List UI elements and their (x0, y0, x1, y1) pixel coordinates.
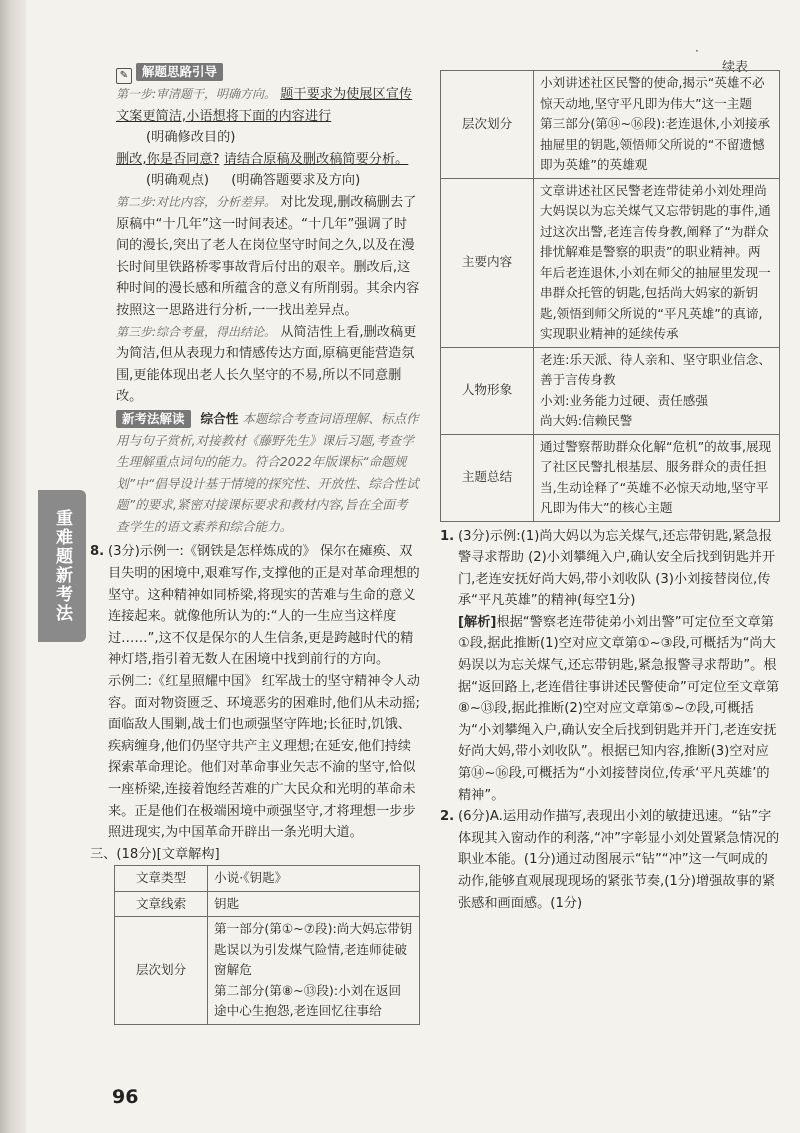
step1-note3: (明确答题要求及方向) (231, 173, 361, 189)
guide-heading (116, 62, 420, 84)
character-xiao-liu: 小刘:业务能力过硬、责任感强 (540, 392, 708, 408)
part2: 第二部分(第⑧~⑬段):小刘在返回途中心生抱怨,老连回忆往事给 (214, 982, 402, 1019)
q8-example2: 示例二:《红星照耀中国》 红军战士的坚守精神令人动容。面对物资匮乏、环境恶劣的困难时,他们从未动摇;面临敌人围剿,战士们也顽强坚守阵地;长征时,饥饿、疾病缠身,他们仍坚守共产主义理想;在延安,他们持续探索革命理论。他们对革命事业矢志不渝的坚守,恰似一座桥梁,连接着饱经苦难的广大民众和光明的革命未来。正是他们在极端困境中顽强坚守,才将理想一步步照进现实,为中国革命开辟出一条光明大道。 (108, 674, 420, 841)
part3: 第三部分(第⑭~⑯段):老连退休,小刘接承抽屉里的钥匙,领悟师父所说的“不留遗憾即为英雄”的英雄观 (540, 116, 771, 172)
guide-badge: 解题思路引导 (136, 63, 223, 81)
new-method-text: 本题综合考查词语理解、标点作用与句子赏析,对接教材《藤野先生》课后习题,考查学生理解重点词句的能力。符合2022年版课标“命题规划”中“倡导设计基于情境的探究性、开放性、综合性试题”的要求,紧密对接课标要求和教材内容,旨在全面考查学生的语文素养和综合能力。 (116, 410, 419, 534)
q2-number: 2. (440, 809, 455, 825)
q1-body (458, 526, 780, 807)
table-row (441, 434, 780, 521)
table-label: 主要内容 (441, 178, 534, 347)
q1-number: 1. (440, 528, 455, 544)
part2-cont: 小刘讲述社区民警的使命,揭示“英雄不必惊天动地,坚守平凡即为伟大”这一主题 (540, 75, 765, 111)
table-value (534, 71, 780, 179)
table-value: 通过警察帮助群众化解“危机”的故事,展现了社区民警扎根基层、服务群众的责任担当,生动诠释了“英雄不必惊天动地,坚守平凡即为伟大”的核心主题 (534, 434, 780, 521)
analysis-text: 根据“警察老连带徒弟小刘出警”可定位至文章第①段,据此推断(1)空对应文章第①~③段,可概括为“尚大妈误以为忘关煤气,还忘带钥匙,紧急报警寻求帮助”。根据“返回路上,老连借往事讲述民警使命”可定位至文章第⑧~⑬段,据此推断(2)空对应文章第⑤~⑦段,可概括为“小刘攀绳入户,确认安全后找到钥匙并开门,老连安抚好尚大妈,带小刘收队”。根据已知内容,推断(3)空对应第⑭~⑯段,可概括为“小刘接替岗位,传承‘平凡英雄’的精神”。 (458, 614, 780, 803)
table-row (441, 71, 780, 179)
structure-table-right (440, 70, 780, 522)
guide-icon: ✎ (116, 68, 132, 84)
running-head: 续表 (722, 60, 749, 75)
table-label: 文章类型 (115, 866, 208, 892)
left-column (90, 62, 420, 1025)
page-number: 96 (112, 1086, 139, 1108)
table-label: 主题总结 (441, 434, 534, 521)
q1-answer: (3分)示例:(1)尚大妈以为忘关煤气,还忘带钥匙,紧急报警寻求帮助 (2)小刘攀绳入户,确认安全后找到钥匙并开门,老连安抚好尚大妈,带小刘收队 (3)小刘接替岗位,传承“平凡英雄”的精神(每空1分) (458, 528, 776, 609)
table-value: 文章讲述社区民警老连带徒弟小刘处理尚大妈误以为忘关煤气又忘带钥匙的事件,通过这次出警,老连言传身教,阐释了“为群众排忧解难是警察的职责”的职业精神。两年后老连退休,小刘在师父的抽屉里发现一串群众托管的钥匙,包括尚大妈家的新钥匙,领悟到师父所说的“平凡英雄”的真谛,实现职业精神的延续传承 (534, 178, 780, 347)
table-row (115, 891, 420, 917)
table-row (115, 917, 420, 1025)
page-gutter-shadow (0, 0, 26, 1133)
step3-head: 第三步:综合考量，得出结论。 (116, 324, 277, 339)
new-method-badge: 新考法解读 (116, 410, 191, 428)
table-label: 人物形象 (441, 347, 534, 434)
character-shang: 尚大妈:信赖民警 (540, 413, 633, 428)
side-tab: 重难题新考法 (38, 490, 86, 642)
new-method-label: 综合性 (200, 410, 239, 426)
step1-notes (146, 170, 420, 192)
step1-req: 请结合原稿及删改稿简要分析。 (223, 151, 409, 167)
page-dot: · (695, 44, 699, 58)
step1-note1: (明确修改目的) (146, 130, 236, 146)
question-2 (440, 806, 780, 914)
table-value: 小说·《钥匙》 (208, 866, 420, 892)
character-lao-lian: 老连:乐天派、待人亲和、坚守职业信念、善于言传身教 (540, 351, 771, 387)
q8-number: 8. (90, 544, 105, 560)
analysis-label: [解析] (458, 614, 497, 630)
section-3-title: 三、(18分)[文章解构] (90, 846, 220, 862)
step1-line (116, 149, 420, 171)
step1-note2: (明确观点) (146, 173, 210, 189)
table-row (441, 347, 780, 434)
table-value: 钥匙 (208, 891, 420, 917)
table-value (208, 917, 420, 1025)
q1-analysis (458, 612, 780, 806)
step1 (116, 84, 420, 127)
step3 (116, 322, 420, 408)
step2-text: 对比发现,删改稿删去了原稿中“十几年”这一时间表述。“十几年”强调了时间的漫长,突出了老人在岗位坚守时间之久,以及在漫长时间里铁路桥零事故背后付出的艰辛。删改后,这种时间的漫长感和所蕴含的意义有所削弱。其余内容按照这一思路进行分析,一一找出差异点。 (116, 194, 420, 318)
q8-body (108, 541, 420, 843)
q2-body: (6分)A.运用动作描写,表现出小刘的敏捷迅速。“钻”字体现其入窗动作的利落,“冲”字彰显小刘处置紧急情况的职业本能。(1分)通过动图展示“钻”“冲”这一气呵成的动作,能够直观展现现场的紧张节奏,(1分)增强故事的紧张感和画面感。(1分) (458, 809, 780, 911)
part1: 第一部分(第①~⑦段):尚大妈忘带钥匙误以为引发煤气险情,老连师徒破窗解危 (214, 921, 413, 978)
step1-text: 题干要求为使展区宣传文案更简洁,小语想将下面的内容进行 (116, 87, 413, 124)
structure-table-left (114, 865, 420, 1025)
step3-text: 从简洁性上看,删改稿更为简洁,但从表现力和情感传达方面,原稿更能营造氛围,更能体现出老人长久坚守的不易,所以不同意删改。 (116, 324, 417, 405)
new-method (116, 408, 420, 538)
table-row (115, 866, 420, 892)
table-value (534, 347, 780, 434)
step2-head: 第二步:对比内容，分析差异。 (116, 194, 277, 209)
step1-q: 删改,你是否同意? (116, 151, 220, 167)
table-row (441, 178, 780, 347)
step1-head: 第一步:审清题干，明确方向。 (116, 87, 277, 101)
q8-example1: (3分)示例一:《钢铁是怎样炼成的》 保尔在瘫痪、双目失明的困境中,艰难写作,支撑他的正是对革命理想的坚守。这种精神如同桥梁,将现实的苦难与生命的意义连接起来。就像他所认为的:“人的一生应当这样度过……”,这不仅是保尔的人生信条,更是跨越时代的精神灯塔,指引着无数人在困境中找到前行的方向。 (108, 544, 420, 668)
question-1 (440, 526, 780, 807)
table-label: 层次划分 (115, 917, 208, 1025)
table-label: 层次划分 (441, 71, 534, 179)
right-column (440, 70, 780, 914)
question-8 (90, 541, 420, 843)
step2 (116, 192, 420, 322)
table-label: 文章线索 (115, 891, 208, 917)
